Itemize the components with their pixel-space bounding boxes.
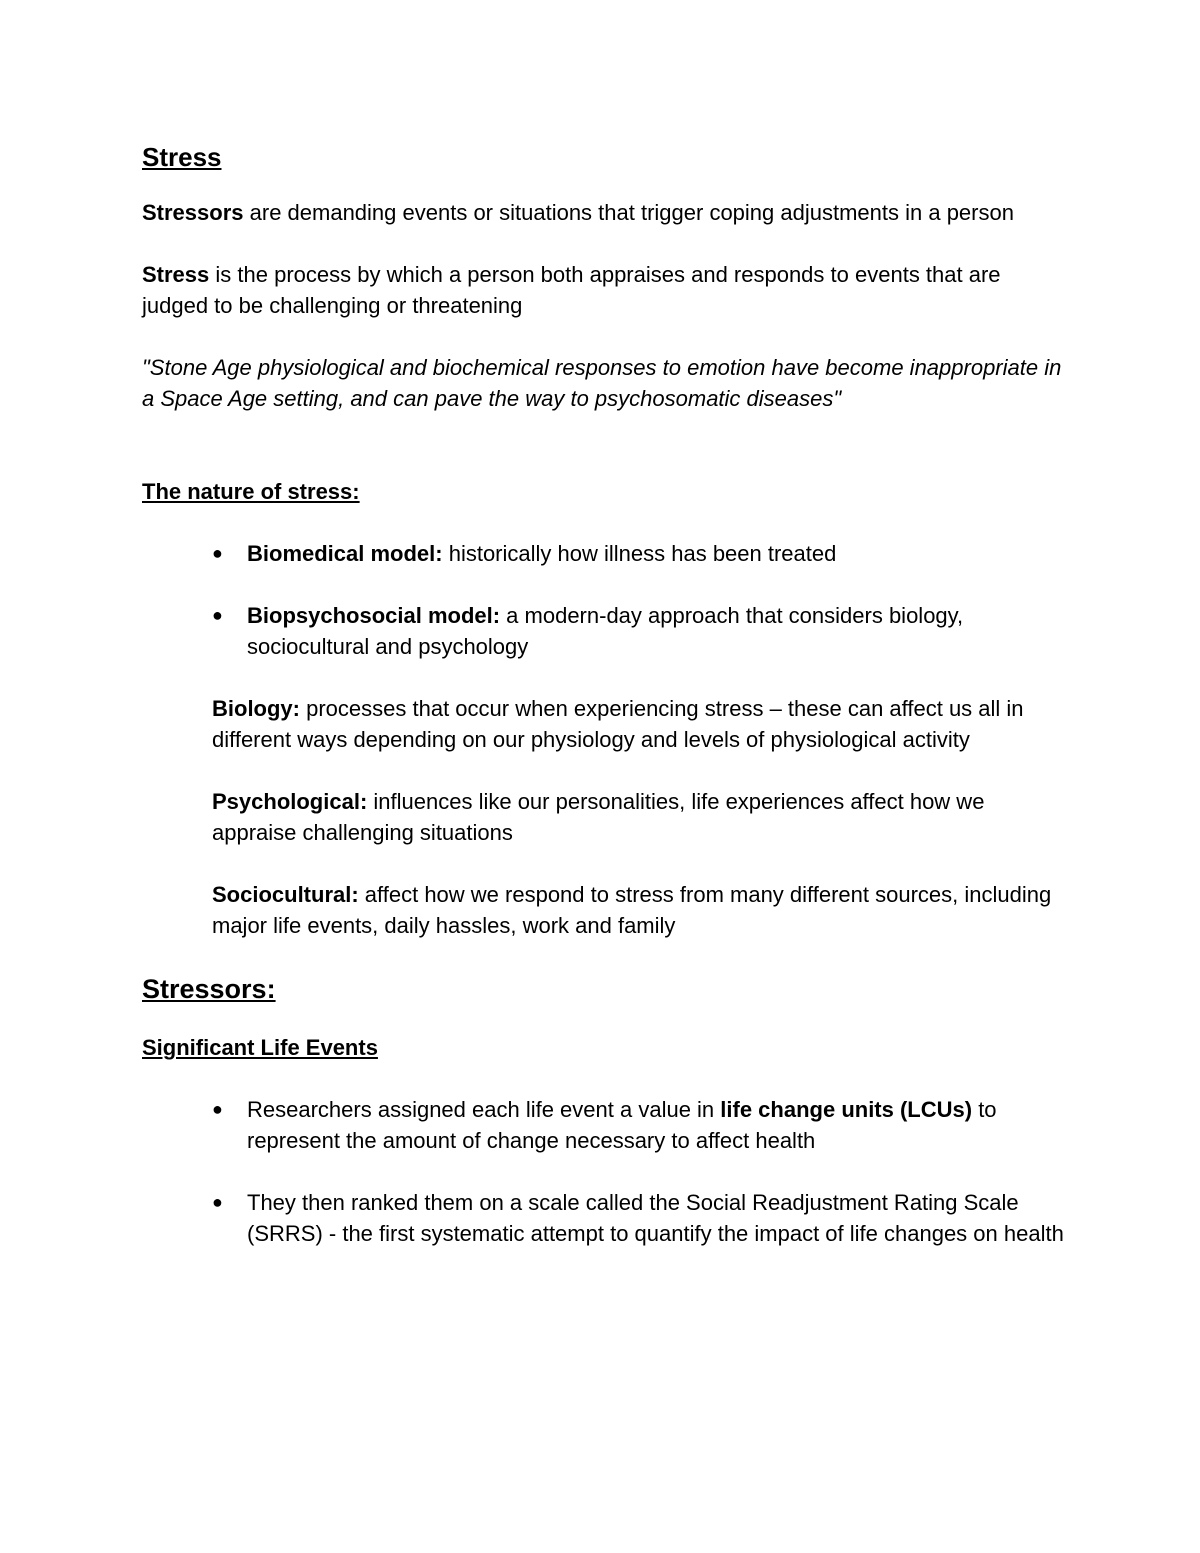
bullet-icon: ● xyxy=(212,1192,223,1212)
stress-definition-text: is the process by which a person both appraises and responds to events that are judged to be challenging or threatening xyxy=(142,262,1001,318)
life-events-list xyxy=(142,1094,1072,1249)
psychological-paragraph xyxy=(142,786,1072,848)
list-item xyxy=(142,1187,1067,1249)
stress-term: Stress xyxy=(142,262,210,287)
sociocultural-paragraph xyxy=(142,879,1072,941)
document-page xyxy=(142,140,1072,1280)
bullet-term: Biopsychosocial model: xyxy=(247,603,501,628)
bullet-text: historically how illness has been treated xyxy=(442,541,837,566)
bullet-icon: ● xyxy=(212,1099,223,1119)
biology-paragraph xyxy=(142,693,1072,755)
bullet-text: a modern-day approach that considers biology, sociocultural and psychology xyxy=(247,603,964,659)
stressors-heading: Stressors: xyxy=(142,974,276,1004)
bullet-icon: ● xyxy=(212,605,223,625)
sociocultural-text: affect how we respond to stress from many different sources, including major life events, daily hassles, work and family xyxy=(212,882,1052,938)
psychological-text: influences like our personalities, life experiences affect how we appraise challenging situations xyxy=(212,789,985,845)
life-events-heading: Significant Life Events xyxy=(142,1035,378,1060)
stress-definition xyxy=(142,259,1072,321)
biology-term: Biology: xyxy=(212,696,300,721)
bullet-text-pre: Researchers assigned each life event a value in xyxy=(247,1097,721,1122)
bullet-text: They then ranked them on a scale called the Social Readjustment Rating Scale (SRRS) - the first systematic attempt to quantify the impact of life changes on health xyxy=(247,1190,1064,1246)
list-item xyxy=(142,538,1067,569)
quote: "Stone Age physiological and biochemical responses to emotion have become inappropriate in a Space Age setting, and can pave the way to psychosomatic diseases" xyxy=(142,355,1062,411)
nature-of-stress-heading: The nature of stress: xyxy=(142,479,360,504)
bullet-term: Biomedical model: xyxy=(247,541,443,566)
models-list xyxy=(142,538,1072,662)
biology-text: processes that occur when experiencing stress – these can affect us all in different ways depending on our physiology and levels of physiological activity xyxy=(212,696,1024,752)
list-item xyxy=(142,600,1067,662)
page-title: Stress xyxy=(142,142,222,172)
bullet-text-post: to represent the amount of change necessary to affect health xyxy=(247,1097,997,1153)
stressors-definition-text: are demanding events or situations that trigger coping adjustments in a person xyxy=(243,200,1014,225)
stressors-term: Stressors xyxy=(142,200,244,225)
list-item xyxy=(142,1094,1067,1156)
stressors-definition xyxy=(142,197,1072,228)
bullet-term: life change units (LCUs) xyxy=(720,1097,973,1122)
psychological-term: Psychological: xyxy=(212,789,368,814)
bullet-icon: ● xyxy=(212,543,223,563)
sociocultural-term: Sociocultural: xyxy=(212,882,359,907)
